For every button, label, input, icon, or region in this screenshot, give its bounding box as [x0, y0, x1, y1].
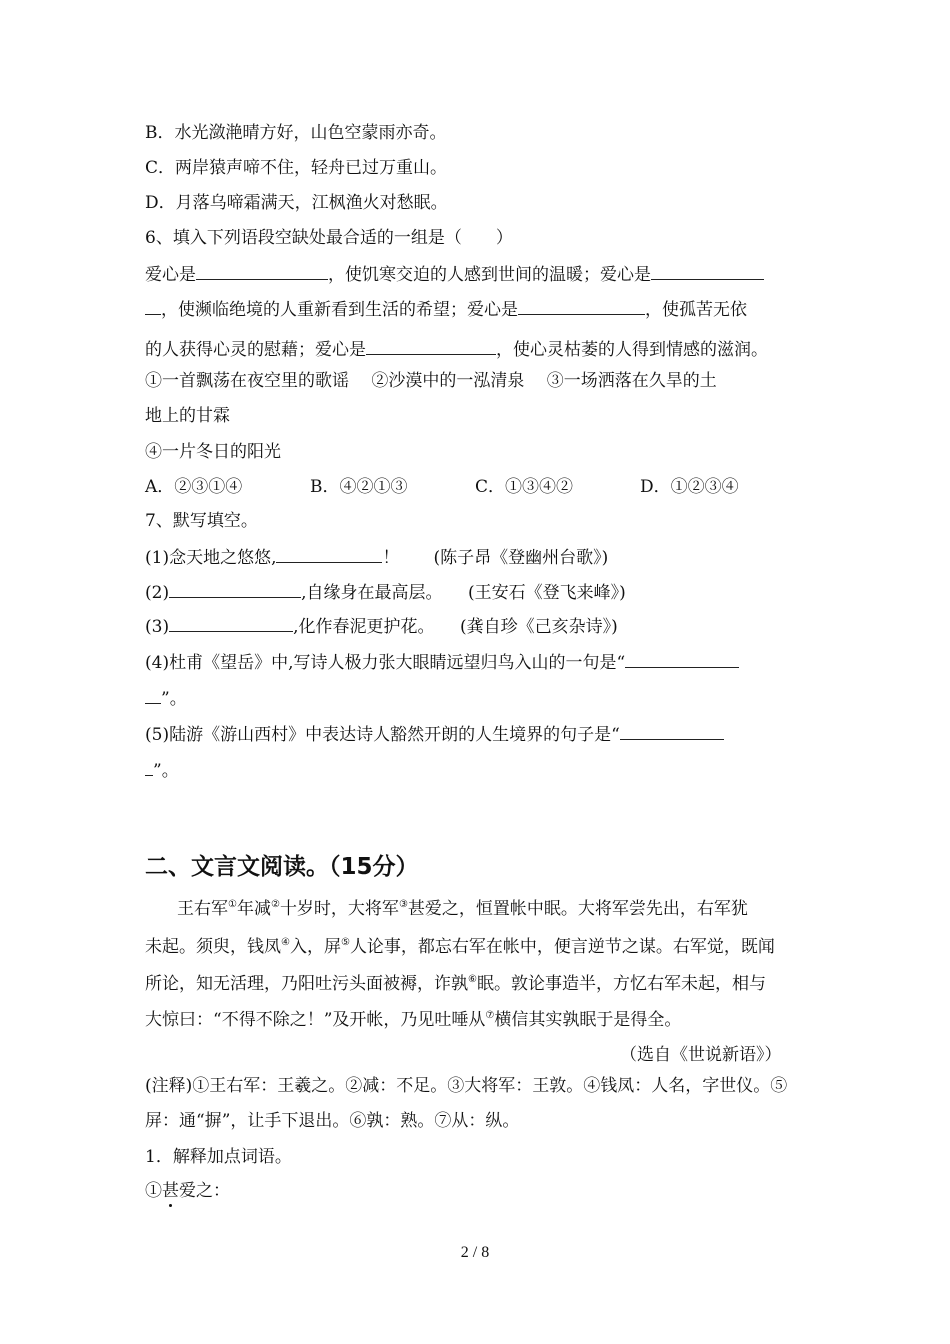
q7-stem: 7、默写填空。	[145, 511, 258, 531]
section-heading: 二、文言文阅读。（15分）	[145, 854, 419, 880]
answer-blank[interactable]	[651, 262, 764, 280]
q5-option-b: B．水光潋滟晴方好，山色空蒙雨亦奇。	[145, 123, 447, 143]
q6-items-line-2: 地上的甘霖	[145, 406, 230, 426]
q6-choice-d: D．①②③④	[640, 477, 739, 497]
annotation-line-2: 屏：通“摒”，让手下退出。⑥孰：熟。⑦从：纵。	[145, 1111, 520, 1131]
q7-item-4: (4)杜甫《望岳》中,写诗人极力张大眼睛远望归鸟入山的一句是“	[145, 650, 739, 674]
answer-blank[interactable]	[169, 580, 301, 598]
passage-line-2: 未起。须臾，钱凤④入，屏⑤人论事，都忘右军在帐中，便言逆节之谋。右军觉，既闻	[145, 937, 775, 957]
answer-blank[interactable]	[196, 262, 328, 280]
q7-item-2: (2) ,自缘身在最高层。 (王安石《登飞来峰》)	[145, 580, 626, 604]
emphasis-dot-char: 甚	[162, 1181, 179, 1201]
sub-question-1: 1．解释加点词语。	[145, 1147, 292, 1167]
q6-stem: 6、填入下列语段空缺处最合适的一组是（ ）	[145, 228, 513, 248]
q7-item-5-cont: ”。	[145, 758, 179, 782]
q6-items-line-1: ①一首飘荡在夜空里的歌谣 ②沙漠中的一泓清泉 ③一场洒落在久旱的土	[145, 371, 717, 391]
sub-question-1-item: ①甚爱之：	[145, 1181, 230, 1201]
answer-blank[interactable]	[276, 545, 382, 563]
answer-blank[interactable]	[169, 614, 293, 632]
annotation-line-1: (注释)①王右军：王羲之。②减：不足。③大将军：王敦。④钱凤：人名，字世仪。⑤	[145, 1076, 788, 1096]
answer-blank[interactable]	[625, 650, 739, 668]
answer-blank[interactable]	[145, 297, 161, 315]
answer-blank[interactable]	[145, 758, 153, 776]
passage-line-3: 所论，知无活理，乃阳吐污头面被褥，诈孰⑥眠。敦论事造半，方忆右军未起，相与	[145, 974, 766, 994]
q6-passage-line-2: ，使濒临绝境的人重新看到生活的希望；爱心是 ，使孤苦无依	[145, 297, 747, 321]
answer-blank[interactable]	[366, 337, 496, 355]
passage-source: （选自《世说新语》）	[620, 1045, 782, 1065]
q6-passage-line-1: 爱心是 ，使饥寒交迫的人感到世间的温暖；爱心是	[145, 262, 764, 286]
q7-item-5: (5)陆游《游山西村》中表达诗人豁然开朗的人生境界的句子是“	[145, 722, 724, 746]
passage-line-4: 大惊曰：“不得不除之！”及开帐，乃见吐唾从⑦横信其实孰眠于是得全。	[145, 1010, 682, 1030]
q5-option-c: C．两岸猿声啼不住，轻舟已过万重山。	[145, 158, 448, 178]
answer-blank[interactable]	[620, 722, 724, 740]
q7-item-1: (1)念天地之悠悠, ！ (陈子昂《登幽州台歌》)	[145, 545, 608, 569]
q6-choice-b: B．④②①③	[310, 477, 408, 497]
q5-option-d: D．月落乌啼霜满天，江枫渔火对愁眠。	[145, 193, 448, 213]
q6-items-line-3: ④一片冬日的阳光	[145, 442, 281, 462]
answer-blank[interactable]	[518, 297, 645, 315]
q6-passage-line-3: 的人获得心灵的慰藉；爱心是 ，使心灵枯萎的人得到情感的滋润。	[145, 337, 768, 361]
answer-blank[interactable]	[145, 686, 161, 704]
page-number: 2 / 8	[460, 1244, 490, 1261]
q6-choice-c: C．①③④②	[475, 477, 574, 497]
q6-choice-a: A．②③①④	[145, 477, 243, 497]
q7-item-3: (3) ,化作春泥更护花。 (龚自珍《己亥杂诗》)	[145, 614, 618, 638]
q7-item-4-cont: ”。	[145, 686, 187, 710]
passage-line-1: 王右军①年减②十岁时，大将军③甚爱之，恒置帐中眠。大将军尝先出，右军犹	[177, 899, 748, 919]
